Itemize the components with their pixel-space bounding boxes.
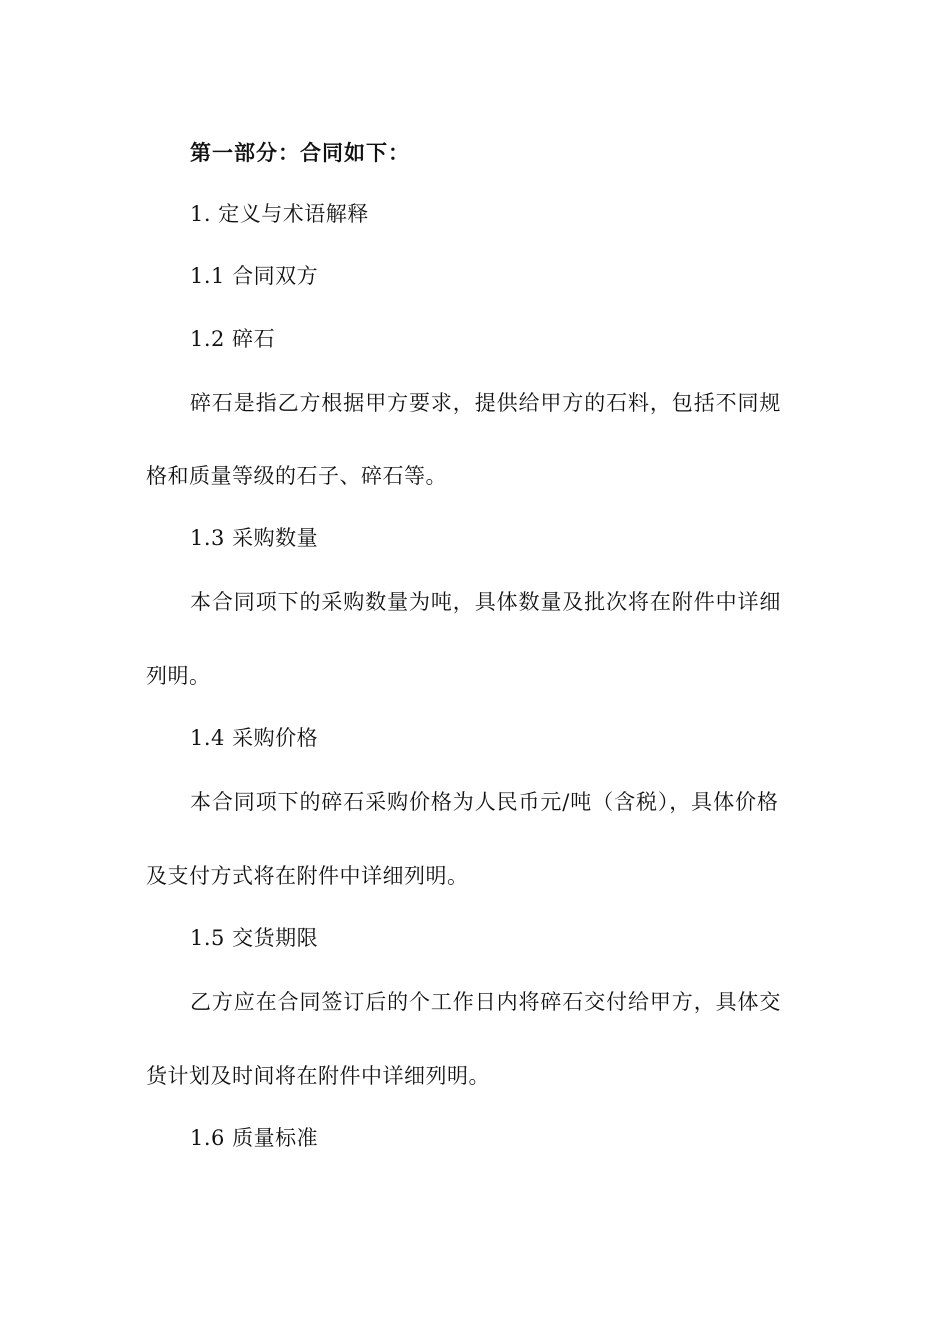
paragraph-1-3-line-2: 列明。	[146, 664, 211, 688]
section-heading-1-4: 1.4 采购价格	[190, 726, 319, 750]
section-heading-1-6: 1.6 质量标准	[190, 1126, 319, 1150]
paragraph-1-3-line-1: 本合同项下的采购数量为吨，具体数量及批次将在附件中详细	[190, 590, 782, 614]
section-heading-1-3: 1.3 采购数量	[190, 526, 319, 550]
section-heading-1-2: 1.2 碎石	[190, 327, 276, 351]
paragraph-1-4-line-2: 及支付方式将在附件中详细列明。	[146, 864, 469, 888]
paragraph-1-2-line-2: 格和质量等级的石子、碎石等。	[146, 464, 447, 488]
part-heading: 第一部分：合同如下：	[190, 141, 410, 165]
paragraph-1-4-line-1: 本合同项下的碎石采购价格为人民币元/吨（含税），具体价格	[190, 790, 779, 814]
section-heading-1-5: 1.5 交货期限	[190, 926, 319, 950]
section-heading-1: 1. 定义与术语解释	[190, 202, 369, 226]
section-heading-1-1: 1.1 合同双方	[190, 264, 319, 288]
paragraph-1-5-line-1: 乙方应在合同签订后的个工作日内将碎石交付给甲方，具体交	[190, 990, 782, 1014]
paragraph-1-5-line-2: 货计划及时间将在附件中详细列明。	[146, 1064, 490, 1088]
paragraph-1-2-line-1: 碎石是指乙方根据甲方要求，提供给甲方的石料，包括不同规	[190, 391, 782, 415]
